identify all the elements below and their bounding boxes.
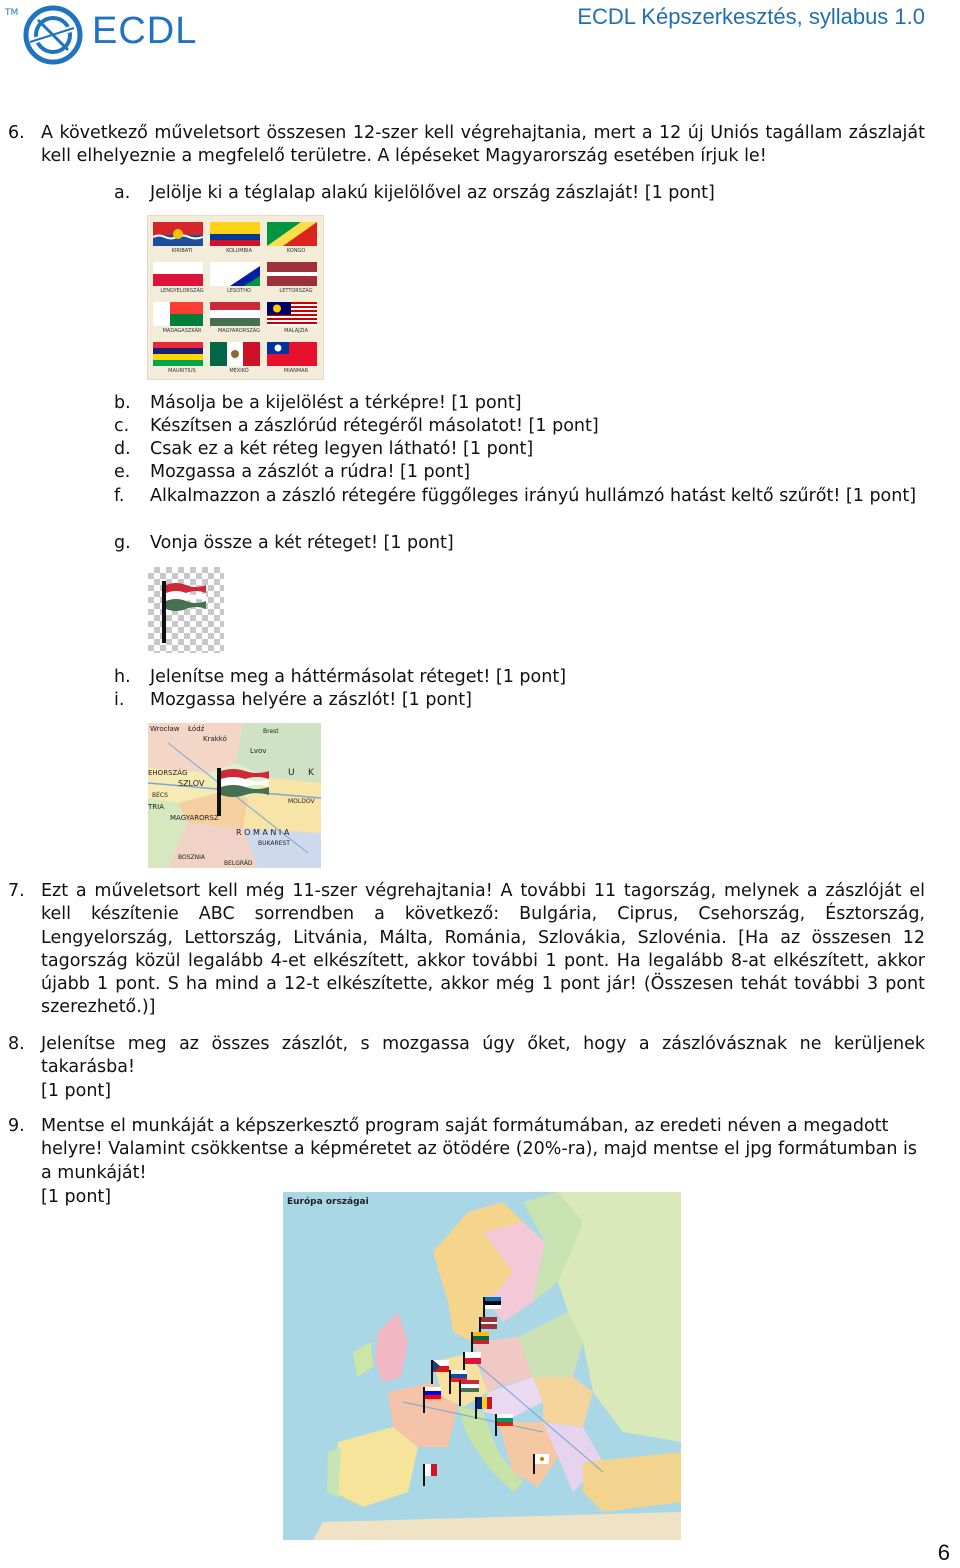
map-label: MOLDOV <box>288 798 315 805</box>
step-a-text: Jelölje ki a téglalap alakú kijelölővel az ország zászlaját! [1 pont] <box>150 183 715 203</box>
step-f-text: Alkalmazzon a zászló rétegére függőleges irányú hullámzó hatást keltő szűrőt! [1 pont] <box>150 486 917 506</box>
header-title: ECDL Képszerkesztés, syllabus 1.0 <box>577 4 925 29</box>
step-b-letter: b. <box>114 393 131 413</box>
task-8-text: Jelenítse meg az összes zászlót, s mozgassa úgy őket, hogy a zászlóvásznak ne kerüljenek takarásba! <box>41 1034 925 1078</box>
task-8-number: 8. <box>8 1034 25 1054</box>
task-6-number: 6. <box>8 123 25 143</box>
map-label: K <box>308 768 314 778</box>
flag-kongo <box>267 222 317 246</box>
flag-label: MADAGASZKÁR <box>162 328 202 334</box>
task-9-text: Mentse el munkáját a képszerkesztő program saját formátumában, az eredeti néven a megadott helyre! Valamint csökkentse a képméretet az ötödére (20%-ra), majd mentse el jpg formátumban is a munkáját! <box>41 1116 917 1183</box>
task-6-text: A következő műveletsort összesen 12-szer kell végrehajtania, mert a 12 új Uniós tagállam zászlaját kell elhelyeznie a megfelelő területre. A lépéseket Magyarország esetében írjuk le! <box>41 123 925 167</box>
europe-map-image <box>283 1192 681 1540</box>
task-7-number: 7. <box>8 881 25 901</box>
flag-label: LENGYELORSZÁG <box>160 288 204 294</box>
flag-malajzia <box>267 302 317 326</box>
flag-lettorszag <box>267 262 317 286</box>
step-g-text: Vonja össze a két réteget! [1 pont] <box>150 533 454 553</box>
map-label: Krakkó <box>203 735 227 743</box>
europe-map-title: Európa országai <box>287 1197 369 1207</box>
flag-lesotho <box>210 262 260 286</box>
step-c-text: Készítsen a zászlórúd rétegéről másolatot! [1 pont] <box>150 416 599 436</box>
page-number: 6 <box>937 1540 950 1565</box>
flag-label: MEXIKÓ <box>229 368 249 374</box>
map-label: Lvov <box>250 747 267 755</box>
flag-mianmar <box>267 342 317 366</box>
map-label: U <box>288 768 295 778</box>
step-d-letter: d. <box>114 439 131 459</box>
map-label: BOSZNIA <box>178 854 206 861</box>
task-9-points: [1 pont] <box>41 1187 112 1207</box>
flag-label: MAGYARORSZÁG <box>217 328 261 334</box>
flag-label: MALAJZIA <box>284 328 308 334</box>
flag-lengyelorszag <box>153 262 203 286</box>
flag-label: LETTORSZÁG <box>279 288 313 294</box>
map-label: R O M A N I A <box>236 828 290 837</box>
map-label: Brest <box>263 728 279 735</box>
flag-kiribati <box>153 222 203 246</box>
step-e-letter: e. <box>114 462 131 482</box>
map-label: Łódź <box>188 725 205 733</box>
flag-label: KONGO <box>286 248 306 254</box>
flag-mexiko <box>210 342 260 366</box>
step-f-letter: f. <box>114 486 125 506</box>
map-label: MAGYARORSZ <box>170 814 219 822</box>
map-label: SZLOV <box>178 779 205 788</box>
flag-label: KIRIBATI <box>171 248 193 254</box>
step-i-text: Mozgassa helyére a zászlót! [1 pont] <box>150 690 472 710</box>
logo-text: ECDL <box>92 10 198 52</box>
flag-kolumbia <box>210 222 260 246</box>
map-label: EHORSZÁG <box>148 769 188 777</box>
step-d-text: Csak ez a két réteg legyen látható! [1 pont] <box>150 439 534 459</box>
flag-madagaszkar <box>153 302 203 326</box>
step-h-letter: h. <box>114 667 131 687</box>
flag-grid-svg <box>148 216 323 379</box>
task-8-points: [1 pont] <box>41 1081 112 1101</box>
waved-flag-svg <box>148 567 224 653</box>
flag-grid-image <box>147 215 324 380</box>
map-label: BELGRÁD <box>224 860 253 867</box>
map-label: BUKAREST <box>258 840 290 847</box>
small-map-svg <box>148 723 321 868</box>
map-with-flag-image <box>148 723 321 868</box>
task-9-number: 9. <box>8 1116 25 1136</box>
trademark-mark: TM <box>5 8 19 18</box>
waved-flag-image <box>148 567 224 653</box>
map-label: BÉCS <box>152 792 168 799</box>
flag-magyarorszag <box>210 302 260 326</box>
step-h-text: Jelenítse meg a háttérmásolat réteget! [1 pont] <box>150 667 567 687</box>
map-label: TRIA <box>148 803 164 811</box>
flag-label: LESOTHO <box>227 288 251 294</box>
step-a-letter: a. <box>114 183 131 203</box>
step-e-text: Mozgassa a zászlót a rúdra! [1 pont] <box>150 462 471 482</box>
flag-label: MIANMAR <box>283 368 309 374</box>
step-c-letter: c. <box>114 416 130 436</box>
step-g-letter: g. <box>114 533 131 553</box>
map-label: Wrocław <box>150 725 180 733</box>
flag-mauritius <box>153 342 203 366</box>
task-7-text: Ezt a műveletsort kell még 11-szer végrehajtania! A további 11 tagország, melynek a zászlóját el kell készítenie ABC sorrendben a következő: Bulgária, Ciprus, Csehország, Észtország, Lengyelország, Lettország, Litvánia, Málta, Románia, Szlovákia, Szlovénia. [Ha az összesen 12 tagország közül legalább 4-et elkészített, akkor további 1 pont. Ha legalább 8-at elkészített, akkor újabb 1 pont. S ha mind a 12-t elkészítette, akkor még 1 pont jár! (Összesen tehát további 3 pont szerezhető.)] <box>41 881 925 1018</box>
europe-map-svg <box>283 1192 681 1540</box>
flag-label: KOLUMBIA <box>226 248 252 254</box>
step-i-letter: i. <box>114 690 125 710</box>
step-b-text: Másolja be a kijelölést a térképre! [1 pont] <box>150 393 522 413</box>
flag-label: MAURITIUS <box>168 368 196 374</box>
